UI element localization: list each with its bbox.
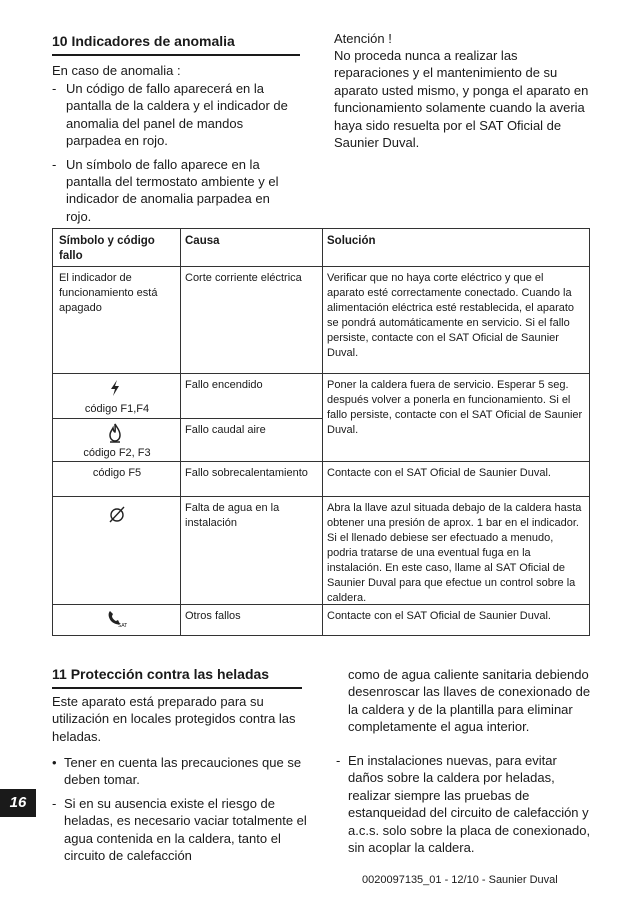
- flame-icon: [107, 423, 123, 443]
- section-11-list-right: [336, 752, 594, 862]
- table-cell-solution: Poner la caldera fuera de servicio. Esperar 5 seg. después volver a ponerla en funcionamiento. Si el fallo persiste, contacte con el SAT Oficial de Saunier Duval.: [327, 379, 583, 436]
- warning-title: Atención !: [334, 31, 392, 46]
- section-10-list: [52, 80, 292, 231]
- table-cell-cause: Otros fallos: [185, 610, 241, 622]
- table-divider: [53, 496, 589, 497]
- list-item: • Tener en cuenta las precauciones que se deben tomar.: [52, 755, 302, 788]
- table-cell-code: código F2, F3: [83, 447, 151, 459]
- lightning-bolt-icon: [108, 379, 122, 397]
- telephone-icon: [105, 608, 127, 628]
- table-cell-cause: Corte corriente eléctrica: [185, 272, 302, 284]
- section-10-title: 10 Indicadores de anomalia: [52, 33, 235, 49]
- table-cell-code: código F1,F4: [84, 403, 150, 415]
- section-11-underline: [52, 687, 302, 689]
- warning-text: No proceda nunca a realizar las reparaciones y el mantenimiento de su aparato usted mismo, y ponga el aparato en funcionamiento solamente cuando la averia haya sido resuelta por el SAT Oficial de Saunier Duval.: [334, 48, 589, 151]
- table-cell-solution: Abra la llave azul situada debajo de la caldera hasta obtener una presión de aprox. 1 bar en el indicador. Si el llenado debiese ser efectuado a menudo, podria tratarse de una eventual fuga en la instalación. En este caso, llame al SAT Oficial de Saunier Duval para que efectue un control sobre la caldera.: [327, 502, 582, 604]
- section-10-intro: En caso de anomalia :: [52, 63, 181, 78]
- section-11-title: 11 Protección contra las heladas: [52, 666, 270, 682]
- table-header-symbol: Símbolo y código fallo: [59, 235, 155, 262]
- table-cell-cause: Fallo sobrecalentamiento: [185, 467, 308, 479]
- table-header-cause: Causa: [185, 235, 220, 247]
- table-cell-cause: Falta de agua en la instalación: [185, 502, 280, 529]
- section-11-list: [52, 754, 310, 870]
- list-item: - En instalaciones nuevas, para evitar daños sobre la caldera por heladas, realizar siempre las pruebas de estanqueidad del circuito de calefacción y a.c.s. solo sobre la placa de conexionado, sin acoplar la caldera.: [336, 753, 591, 856]
- table-divider: [53, 373, 589, 374]
- list-item: - Un código de fallo aparecerá en la pantalla de la caldera y el indicador de anomalia del panel de mandos parpadea en rojo.: [52, 81, 288, 149]
- list-item: - Un símbolo de fallo aparece en la pantalla del termostato ambiente y el indicador de anomalia parpadea en rojo.: [52, 156, 279, 224]
- crossed-circle-icon: [107, 504, 127, 524]
- table-cell-solution: Contacte con el SAT Oficial de Saunier Duval.: [327, 467, 551, 479]
- table-cell-solution: Contacte con el SAT Oficial de Saunier Duval.: [327, 610, 551, 622]
- page-number: 16: [0, 789, 36, 817]
- section-11-continuation: como de agua caliente sanitaria debiendo desenroscar las llaves de conexionado de la caldera y de la plantilla para eliminar completamente el agua interior.: [348, 667, 591, 735]
- footer: 0020097135_01 - 12/10 - Saunier Duval: [362, 874, 558, 886]
- list-item: - Si en su ausencia existe el riesgo de heladas, es necesario vaciar totalmente el agua contenida en la caldera, tanto el circuito de calefacción: [52, 795, 307, 864]
- section-10-underline: [52, 54, 300, 56]
- table-header-solution: Solución: [327, 235, 376, 247]
- svg-text:SAT: SAT: [118, 623, 127, 628]
- table-cell-symbol: El indicador de funcionamiento está apagado: [59, 272, 158, 314]
- section-11-intro: Este aparato está preparado para su utilización en locales protegidos contra las heladas.: [52, 694, 296, 744]
- table-cell-code: código F5: [92, 467, 142, 479]
- table-cell-cause: Fallo encendido: [185, 379, 263, 391]
- table-cell-solution: Verificar que no haya corte eléctrico y que el aparato esté correctamente conectado. Cuando la alimentación eléctrica esté restablecida, el aparato se pondrá automáticamente en servicio. Si el fallo persiste, contacte con el SAT Oficial de Saunier Duval.: [327, 272, 575, 359]
- table-cell-cause: Fallo caudal aire: [185, 424, 266, 436]
- fault-table: [52, 228, 590, 636]
